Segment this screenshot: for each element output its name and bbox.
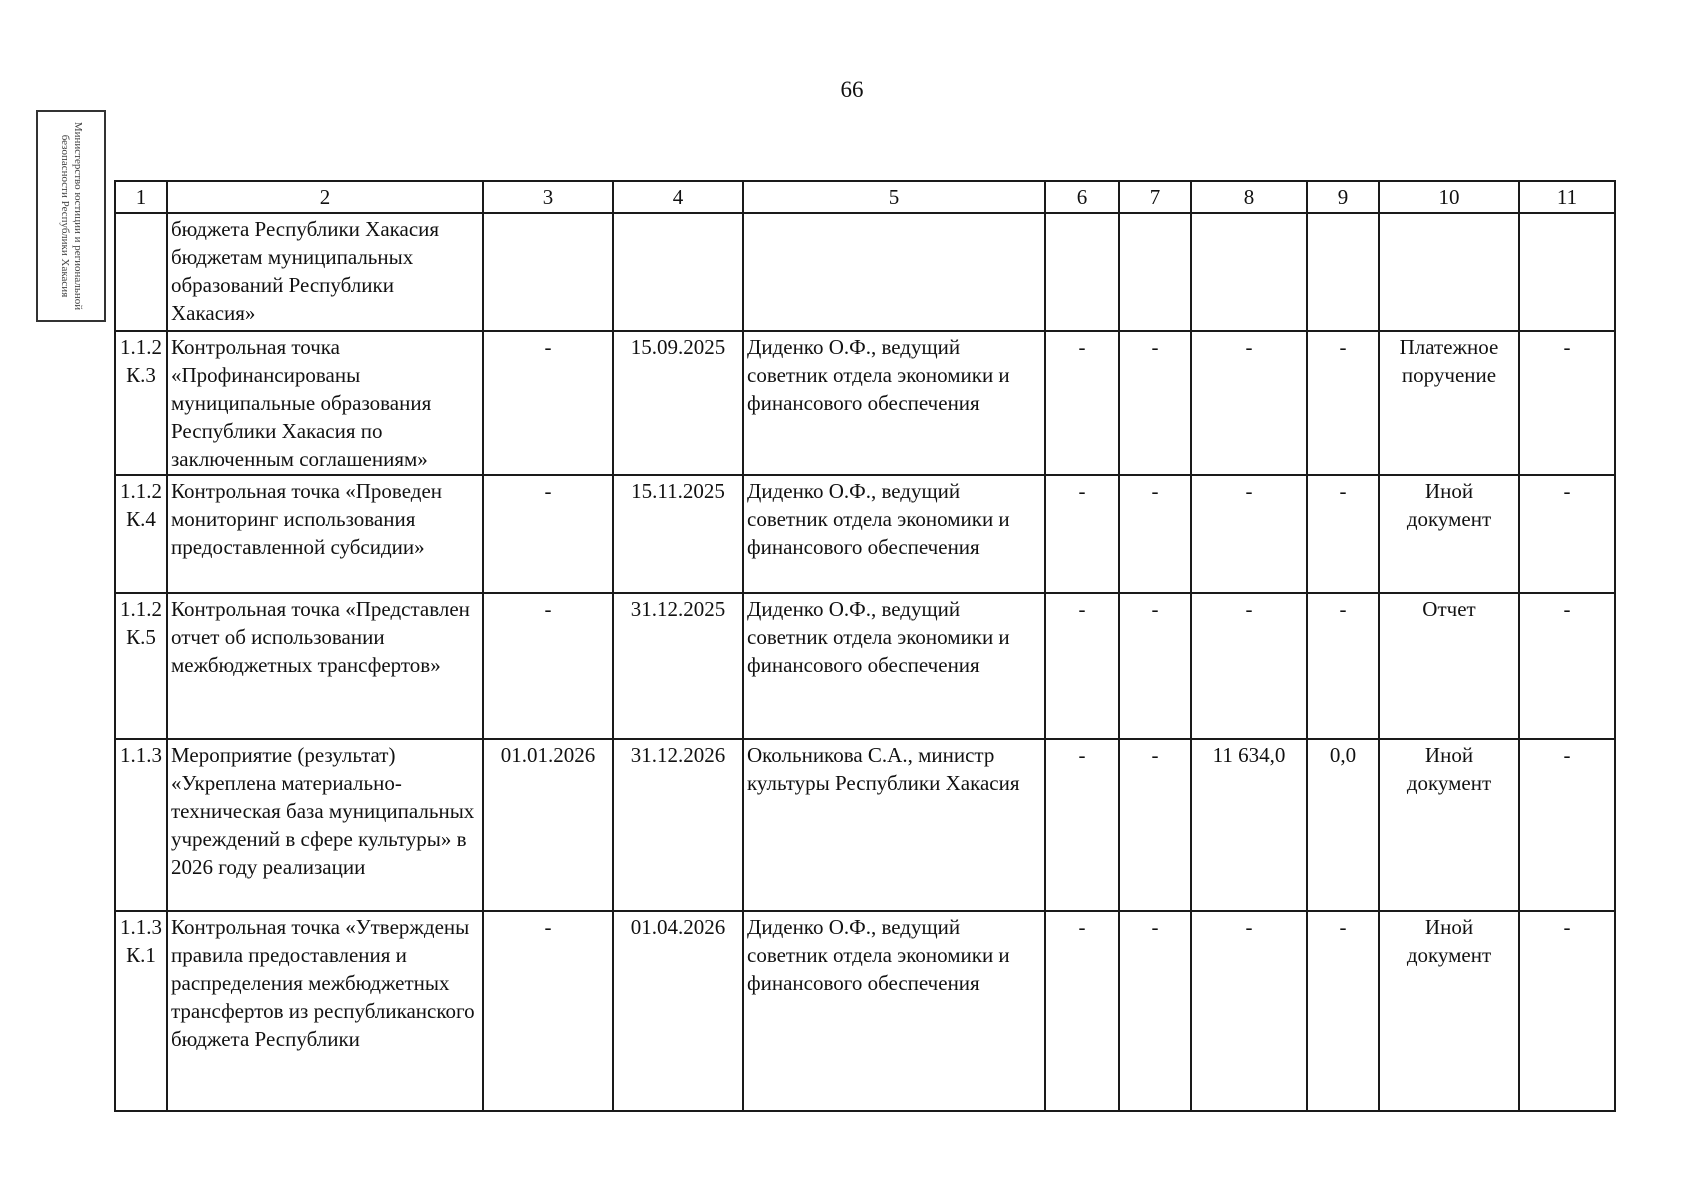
row-col-11: -: [1519, 911, 1615, 1111]
table-row: [115, 911, 1615, 1111]
row-col-9: -: [1307, 911, 1379, 1111]
row-document: Иной документ: [1379, 739, 1519, 911]
row-number: 1.1.3 К.1: [115, 911, 167, 1111]
row-name: бюджета Республики Хакасия бюджетам муниципальных образований Республики Хакасия»: [167, 213, 483, 331]
row-col-7: [1119, 213, 1191, 331]
row-col-6: [1045, 213, 1119, 331]
row-col-8: -: [1191, 475, 1307, 593]
row-col-6: -: [1045, 911, 1119, 1111]
row-end-date: 15.09.2025: [613, 331, 743, 475]
row-end-date: 01.04.2026: [613, 911, 743, 1111]
table-row: [115, 213, 1615, 331]
row-col-8: -: [1191, 911, 1307, 1111]
row-col-9: -: [1307, 593, 1379, 739]
row-name: Контрольная точка «Профинансированы муниципальные образования Республики Хакасия по заключенным соглашениям»: [167, 331, 483, 475]
column-header: 11: [1519, 181, 1615, 213]
row-start-date: -: [483, 911, 613, 1111]
column-header: 2: [167, 181, 483, 213]
column-header: 8: [1191, 181, 1307, 213]
row-end-date: 31.12.2026: [613, 739, 743, 911]
row-end-date: [613, 213, 743, 331]
row-col-8: 11 634,0: [1191, 739, 1307, 911]
row-start-date: [483, 213, 613, 331]
row-number: 1.1.2 К.4: [115, 475, 167, 593]
row-document: Иной документ: [1379, 475, 1519, 593]
row-col-11: -: [1519, 331, 1615, 475]
row-responsible: Диденко О.Ф., ведущий советник отдела экономики и финансового обеспечения: [743, 593, 1045, 739]
column-header: 5: [743, 181, 1045, 213]
stamp-text: Министерство юстиции и региональной безопасности Республики Хакасия: [59, 121, 84, 311]
registration-stamp: [36, 110, 106, 322]
column-header: 4: [613, 181, 743, 213]
row-end-date: 31.12.2025: [613, 593, 743, 739]
table-row: [115, 593, 1615, 739]
row-number: 1.1.3: [115, 739, 167, 911]
row-col-9: 0,0: [1307, 739, 1379, 911]
row-col-11: [1519, 213, 1615, 331]
row-responsible: Диденко О.Ф., ведущий советник отдела экономики и финансового обеспечения: [743, 911, 1045, 1111]
column-header: 7: [1119, 181, 1191, 213]
row-col-7: -: [1119, 475, 1191, 593]
column-header: 6: [1045, 181, 1119, 213]
row-col-6: -: [1045, 331, 1119, 475]
row-col-9: -: [1307, 331, 1379, 475]
row-col-6: -: [1045, 593, 1119, 739]
row-col-11: -: [1519, 593, 1615, 739]
table-row: [115, 739, 1615, 911]
row-start-date: -: [483, 331, 613, 475]
row-col-6: -: [1045, 475, 1119, 593]
column-header: 9: [1307, 181, 1379, 213]
row-name: Контрольная точка «Представлен отчет об использовании межбюджетных трансфертов»: [167, 593, 483, 739]
row-col-11: -: [1519, 739, 1615, 911]
table-row: [115, 331, 1615, 475]
row-responsible: Окольникова С.А., министр культуры Республики Хакасия: [743, 739, 1045, 911]
column-header: 3: [483, 181, 613, 213]
column-header: 10: [1379, 181, 1519, 213]
row-start-date: 01.01.2026: [483, 739, 613, 911]
row-number: [115, 213, 167, 331]
row-col-9: -: [1307, 475, 1379, 593]
row-name: Контрольная точка «Проведен мониторинг использования предоставленной субсидии»: [167, 475, 483, 593]
activity-plan-table: [114, 180, 1616, 1112]
row-col-7: -: [1119, 911, 1191, 1111]
row-document: Отчет: [1379, 593, 1519, 739]
row-col-8: -: [1191, 331, 1307, 475]
page-number: 66: [840, 77, 864, 102]
row-responsible: Диденко О.Ф., ведущий советник отдела экономики и финансового обеспечения: [743, 475, 1045, 593]
table-row: [115, 475, 1615, 593]
row-col-7: -: [1119, 331, 1191, 475]
row-end-date: 15.11.2025: [613, 475, 743, 593]
row-start-date: -: [483, 475, 613, 593]
row-document: Платежное поручение: [1379, 331, 1519, 475]
row-col-7: -: [1119, 593, 1191, 739]
row-number: 1.1.2 К.3: [115, 331, 167, 475]
row-responsible: Диденко О.Ф., ведущий советник отдела экономики и финансового обеспечения: [743, 331, 1045, 475]
row-start-date: -: [483, 593, 613, 739]
row-col-8: [1191, 213, 1307, 331]
row-document: Иной документ: [1379, 911, 1519, 1111]
row-col-11: -: [1519, 475, 1615, 593]
row-col-6: -: [1045, 739, 1119, 911]
row-name: Контрольная точка «Утверждены правила предоставления и распределения межбюджетных трансфертов из республиканского бюджета Республики: [167, 911, 483, 1111]
header-row: [115, 181, 1615, 213]
row-col-7: -: [1119, 739, 1191, 911]
row-document: [1379, 213, 1519, 331]
row-col-8: -: [1191, 593, 1307, 739]
row-responsible: [743, 213, 1045, 331]
row-name: Мероприятие (результат) «Укреплена материально-техническая база муниципальных учреждений в сфере культуры» в 2026 году реализации: [167, 739, 483, 911]
column-header: 1: [115, 181, 167, 213]
row-number: 1.1.2 К.5: [115, 593, 167, 739]
row-col-9: [1307, 213, 1379, 331]
